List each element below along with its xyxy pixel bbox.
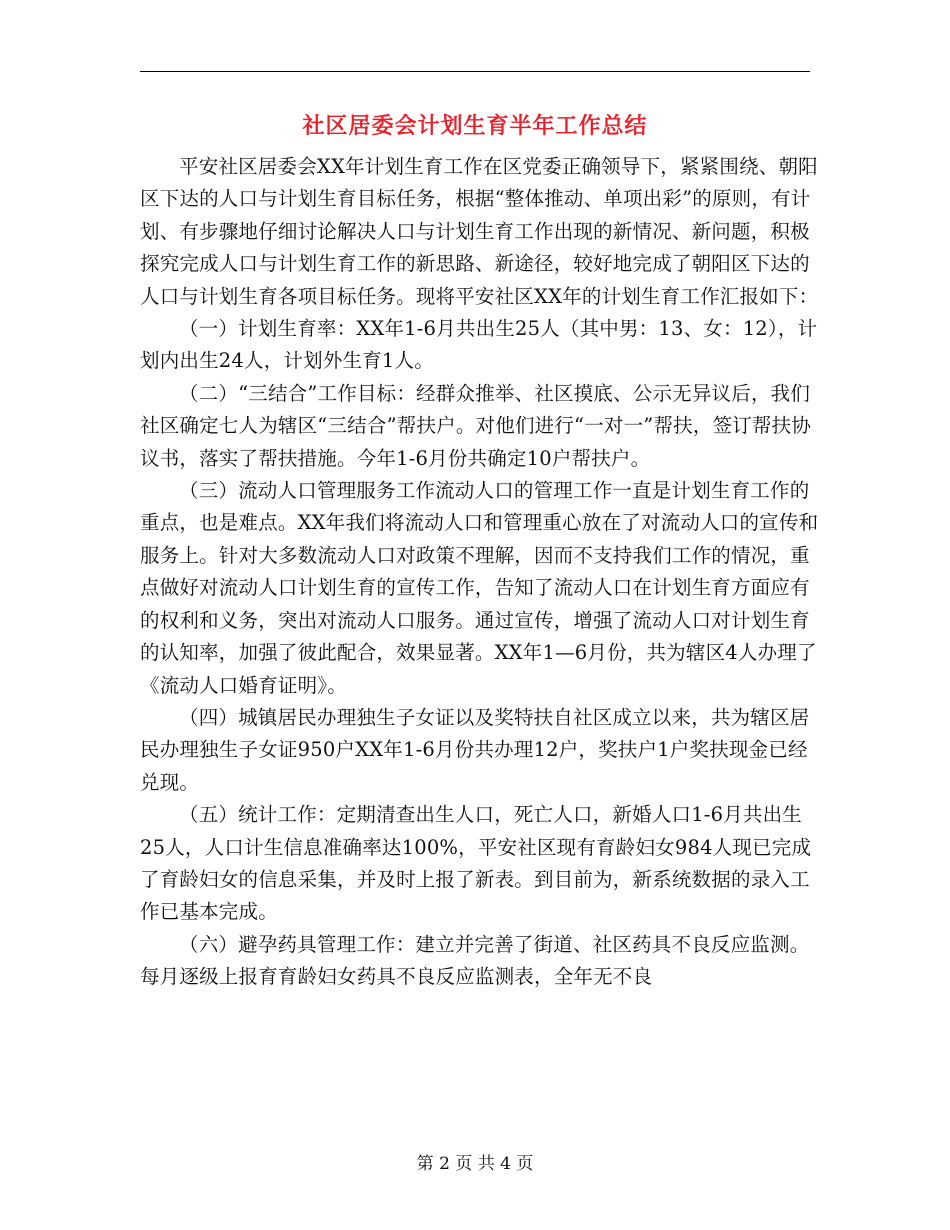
paragraph-intro: 平安社区居委会XX年计划生育工作在区党委正确领导下，紧紧围绕、朝阳区下达的人口与计划生育目标任务，根据“整体推动、单项出彩”的原则，有计划、有步骤地仔细讨论解决人口与计划生育工作出现的新情况、新问题，积极探究完成人口与计划生育工作的新思路、新途径，较好地完成了朝阳区下达的人口与计划生育各项目标任务。现将平安社区XX年的计划生育工作汇报如下：	[140, 155, 819, 308]
paragraph-three-combination: （二）“三结合”工作目标：经群众推举、社区摸底、公示无异议后，我们社区确定七人为辖区“三结合”帮扶户。对他们进行“一对一”帮扶，签订帮扶协议书，落实了帮扶措施。今年1-6月份共确定10户帮扶户。	[140, 381, 812, 470]
page-number-label: 第 2 页 共 4 页	[416, 1154, 534, 1174]
paragraph-birth-rate: （一）计划生育率：XX年1-6月共出生25人（其中男：13、女：12），计划内出生24人，计划外生育1人。	[140, 317, 818, 373]
paragraph-contraceptive-management: （六）避孕药具管理工作：建立并完善了街道、社区药具不良反应监测。每月逐级上报育育龄妇女药具不良反应监测表，全年无不良	[140, 932, 810, 989]
page-footer	[0, 1152, 950, 1176]
paragraph-only-child-certificate: （四）城镇居民办理独生子女证以及奖特扶自社区成立以来，共为辖区居民办理独生子女证950户XX年1-6月份共办理12户，奖扶户1户奖扶现金已经兑现。	[140, 705, 810, 794]
document-body	[140, 151, 820, 994]
header-rule	[140, 71, 810, 72]
paragraph-floating-population: （三）流动人口管理服务工作流动人口的管理工作一直是计划生育工作的重点，也是难点。XX年我们将流动人口和管理重心放在了对流动人口的宣传和服务上。针对大多数流动人口对政策不理解，因而不支持我们工作的情况，重点做好对流动人口计划生育的宣传工作，告知了流动人口在计划生育方面应有的权利和义务，突出对流动人口服务。通过宣传，增强了流动人口对计划生育的认知率，加强了彼此配合，效果显著。XX年1—6月份，共为辖区4人办理了《流动人口婚育证明》。	[140, 479, 819, 697]
document-title: 社区居委会计划生育半年工作总结	[302, 113, 648, 139]
paragraph-statistics: （五）统计工作：定期清查出生人口，死亡人口，新婚人口1-6月共出生25人，人口计生信息准确率达100%，平安社区现有育龄妇女984人现已完成了育龄妇女的信息采集，并及时上报了新表。到目前为，新系统数据的录入工作已基本完成。	[140, 803, 812, 924]
